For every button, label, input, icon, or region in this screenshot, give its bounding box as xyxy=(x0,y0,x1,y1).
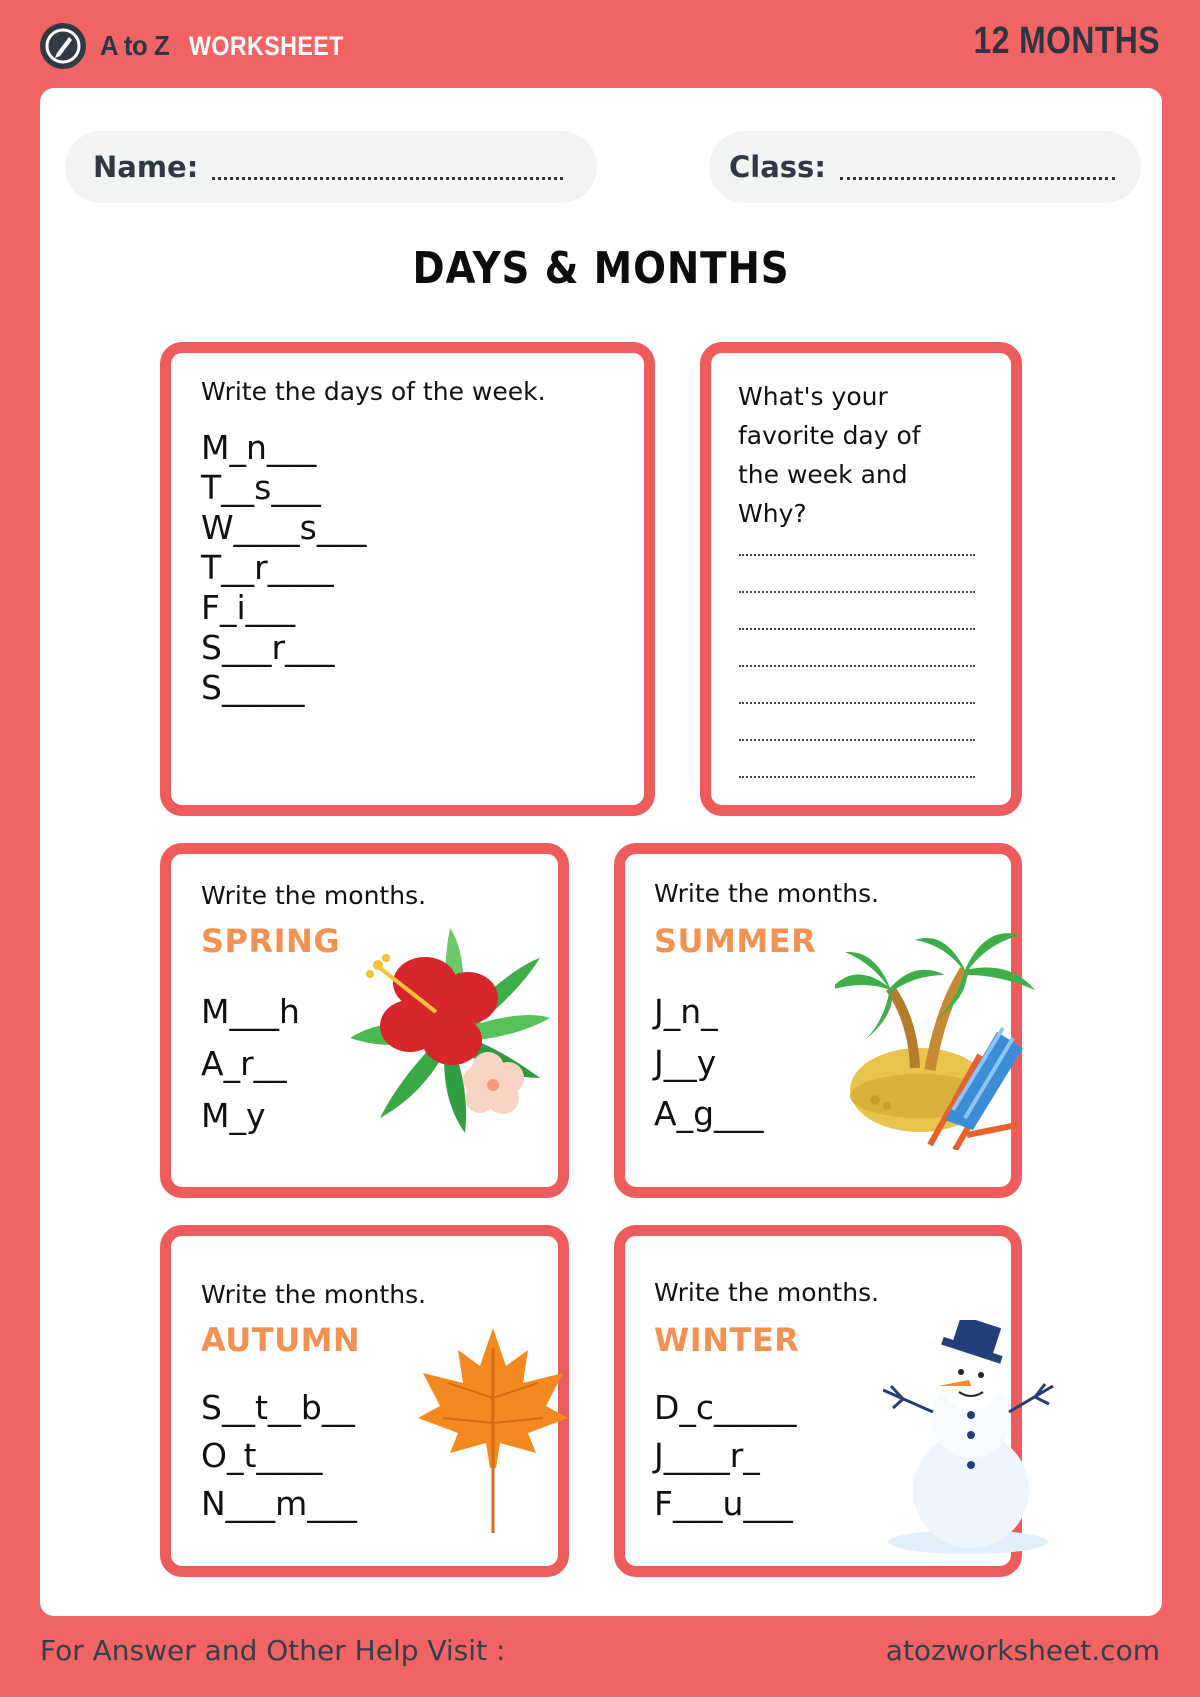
month-word[interactable]: J__y xyxy=(654,1043,717,1082)
answer-line[interactable] xyxy=(739,556,975,593)
month-word[interactable]: M_y xyxy=(201,1096,266,1135)
month-word[interactable]: D_c_____ xyxy=(654,1388,797,1427)
answer-line[interactable] xyxy=(739,704,975,741)
answer-lines xyxy=(739,519,975,778)
header-bar xyxy=(0,0,1200,88)
hibiscus-flower-icon xyxy=(340,928,570,1138)
month-word[interactable]: J____r_ xyxy=(654,1436,760,1475)
month-word[interactable]: M___h xyxy=(201,992,300,1031)
worksheet-topic: 12 MONTHS xyxy=(973,20,1160,62)
spring-heading: SPRING xyxy=(201,922,341,960)
winter-word-list xyxy=(654,1384,797,1528)
month-word[interactable]: J_n_ xyxy=(654,992,718,1031)
answer-line[interactable] xyxy=(739,667,975,704)
autumn-heading: AUTUMN xyxy=(201,1321,361,1359)
answer-line[interactable] xyxy=(739,630,975,667)
class-label: Class: xyxy=(729,150,826,184)
winter-heading: WINTER xyxy=(654,1321,800,1359)
brand-name: A to Z xyxy=(100,30,170,61)
day-word[interactable]: T__s___ xyxy=(201,468,321,507)
snowman-icon xyxy=(883,1320,1063,1560)
maple-leaf-icon xyxy=(418,1328,568,1538)
answer-line[interactable] xyxy=(739,741,975,778)
month-word[interactable]: A_r__ xyxy=(201,1044,287,1083)
name-line[interactable] xyxy=(212,177,563,180)
favorite-question xyxy=(738,377,921,533)
brand-tag: WORKSHEET xyxy=(189,30,345,61)
month-word[interactable]: N___m___ xyxy=(201,1484,357,1523)
name-label: Name: xyxy=(93,150,199,184)
summer-instruction: Write the months. xyxy=(654,879,880,908)
days-word-list xyxy=(201,428,366,708)
summer-word-list xyxy=(654,986,764,1139)
month-word[interactable]: A_g___ xyxy=(654,1094,764,1133)
favorite-day-card xyxy=(700,342,1022,816)
footer-website-link[interactable]: atozworksheet.com xyxy=(885,1634,1160,1667)
month-word[interactable]: S__t__b__ xyxy=(201,1388,355,1427)
question-line: What's your xyxy=(738,382,888,411)
worksheet-page xyxy=(40,88,1162,1616)
question-line: favorite day of xyxy=(738,421,921,450)
footer-help-text: For Answer and Other Help Visit : xyxy=(40,1634,506,1667)
day-word[interactable]: M_n___ xyxy=(201,428,317,467)
day-word[interactable]: W____s___ xyxy=(201,508,367,547)
days-card xyxy=(160,342,655,816)
day-word[interactable]: T__r____ xyxy=(201,548,334,587)
autumn-instruction: Write the months. xyxy=(201,1280,427,1309)
summer-heading: SUMMER xyxy=(654,922,817,960)
spring-word-list xyxy=(201,986,300,1142)
month-word[interactable]: F___u___ xyxy=(654,1484,793,1523)
answer-line[interactable] xyxy=(739,519,975,556)
palm-island-icon xyxy=(835,920,1035,1150)
brand-logo[interactable] xyxy=(40,22,369,70)
winter-instruction: Write the months. xyxy=(654,1278,880,1307)
question-line: the week and xyxy=(738,460,908,489)
autumn-word-list xyxy=(201,1384,357,1528)
month-word[interactable]: O_t____ xyxy=(201,1436,323,1475)
name-field[interactable] xyxy=(65,131,597,203)
page-title: DAYS & MONTHS xyxy=(412,243,790,294)
pencil-logo-icon xyxy=(40,23,86,69)
spring-instruction: Write the months. xyxy=(201,881,427,910)
day-word[interactable]: S___r___ xyxy=(201,628,335,667)
class-line[interactable] xyxy=(840,177,1115,180)
day-word[interactable]: F_i___ xyxy=(201,588,296,627)
question-line: Why? xyxy=(738,499,807,528)
days-instruction: Write the days of the week. xyxy=(201,377,546,406)
class-field[interactable] xyxy=(709,131,1141,203)
answer-line[interactable] xyxy=(739,593,975,630)
day-word[interactable]: S_____ xyxy=(201,668,305,707)
